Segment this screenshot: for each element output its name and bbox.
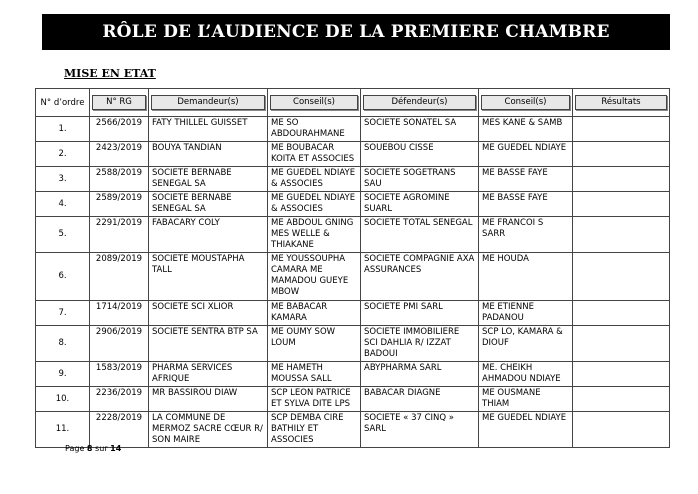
- table-row: [36, 412, 670, 448]
- cell-defendant: SOCIETE « 37 CINQ » SARL: [361, 412, 479, 448]
- table-row: [36, 253, 670, 301]
- table-row: [36, 167, 670, 192]
- cell-results: [573, 142, 670, 167]
- table-row: [36, 301, 670, 326]
- cell-rg: 2291/2019: [90, 217, 149, 253]
- cell-plaintiff: FATY THILLEL GUISSET: [149, 117, 268, 142]
- section-heading: MISE EN ETAT: [64, 67, 156, 80]
- cell-rg: 2566/2019: [90, 117, 149, 142]
- cell-counsel-plaintiff: SCP DEMBA CIRE BATHILY ET ASSOCIES: [268, 412, 361, 448]
- cell-rg: 2228/2019: [90, 412, 149, 448]
- cell-plaintiff: SOCIETE BERNABE SENEGAL SA: [149, 192, 268, 217]
- cell-defendant: SOCIETE IMMOBILIERE SCI DAHLIA R/ IZZAT BADOUI: [361, 326, 479, 362]
- cell-counsel-defendant: ME HOUDA: [479, 253, 573, 301]
- cell-counsel-defendant: MES KANE & SAMB: [479, 117, 573, 142]
- cell-counsel-plaintiff: SCP LEON PATRICE ET SYLVA DITE LPS: [268, 387, 361, 412]
- cell-defendant: BABACAR DIAGNE: [361, 387, 479, 412]
- cell-plaintiff: SOCIETE MOUSTAPHA TALL: [149, 253, 268, 301]
- cell-rg: 2423/2019: [90, 142, 149, 167]
- cell-results: [573, 301, 670, 326]
- header-counsel-defendant: Conseil(s): [479, 89, 573, 117]
- cell-plaintiff: SOCIETE SENTRA BTP SA: [149, 326, 268, 362]
- cell-order: 2.: [36, 142, 90, 167]
- cell-results: [573, 167, 670, 192]
- cell-rg: 1714/2019: [90, 301, 149, 326]
- cell-counsel-defendant: ME OUSMANE THIAM: [479, 387, 573, 412]
- cell-counsel-plaintiff: ME YOUSSOUPHA CAMARA ME MAMADOU GUEYE MBOW: [268, 253, 361, 301]
- cell-counsel-plaintiff: ME ABDOUL GNING MES WELLE & THIAKANE: [268, 217, 361, 253]
- footer-page-number: 8: [86, 444, 93, 453]
- cell-results: [573, 326, 670, 362]
- cell-counsel-defendant: ME GUEDEL NDIAYE: [479, 412, 573, 448]
- cell-counsel-defendant: ME FRANCOI S SARR: [479, 217, 573, 253]
- cell-plaintiff: SOCIETE SCI XLIOR: [149, 301, 268, 326]
- cell-counsel-plaintiff: ME GUEDEL NDIAYE & ASSOCIES: [268, 192, 361, 217]
- table-row: [36, 387, 670, 412]
- cell-defendant: SOCIETE SOGETRANS SAU: [361, 167, 479, 192]
- cell-order: 8.: [36, 326, 90, 362]
- cell-results: [573, 217, 670, 253]
- cell-plaintiff: FABACARY COLY: [149, 217, 268, 253]
- cell-rg: 2906/2019: [90, 326, 149, 362]
- cell-counsel-defendant: ME. CHEIKH AHMADOU NDIAYE: [479, 362, 573, 387]
- cell-order: 4.: [36, 192, 90, 217]
- cell-rg: 2589/2019: [90, 192, 149, 217]
- cell-counsel-defendant: ME GUEDEL NDIAYE: [479, 142, 573, 167]
- cell-results: [573, 253, 670, 301]
- header-rg: N° RG: [90, 89, 149, 117]
- page-footer: [65, 444, 121, 453]
- cell-order: 6.: [36, 253, 90, 301]
- cell-order: 7.: [36, 301, 90, 326]
- cell-defendant: SOCIETE PMI SARL: [361, 301, 479, 326]
- cell-rg: 2236/2019: [90, 387, 149, 412]
- cell-plaintiff: PHARMA SERVICES AFRIQUE: [149, 362, 268, 387]
- cell-plaintiff: MR BASSIROU DIAW: [149, 387, 268, 412]
- header-plaintiff: Demandeur(s): [149, 89, 268, 117]
- table-row: [36, 362, 670, 387]
- cell-rg: 1583/2019: [90, 362, 149, 387]
- cell-defendant: SOCIETE TOTAL SENEGAL: [361, 217, 479, 253]
- cell-counsel-defendant: ME BASSE FAYE: [479, 167, 573, 192]
- cell-counsel-defendant: SCP LO, KAMARA & DIOUF: [479, 326, 573, 362]
- cell-rg: 2588/2019: [90, 167, 149, 192]
- table-body: [36, 117, 670, 448]
- footer-separator: sur: [95, 444, 108, 453]
- header-results: Résultats: [573, 89, 670, 117]
- footer-page-total: 14: [110, 444, 122, 453]
- cell-order: 10.: [36, 387, 90, 412]
- header-counsel-plaintiff: Conseil(s): [268, 89, 361, 117]
- footer-prefix: Page: [65, 444, 85, 453]
- cell-order: 1.: [36, 117, 90, 142]
- page-title: RÔLE DE L’AUDIENCE DE LA PREMIERE CHAMBRE: [42, 14, 670, 50]
- cell-results: [573, 387, 670, 412]
- cell-plaintiff: LA COMMUNE DE MERMOZ SACRE CŒUR R/ SON MAIRE: [149, 412, 268, 448]
- cell-counsel-defendant: ME ETIENNE PADANOU: [479, 301, 573, 326]
- cell-rg: 2089/2019: [90, 253, 149, 301]
- cell-defendant: ABYPHARMA SARL: [361, 362, 479, 387]
- table-row: [36, 326, 670, 362]
- cell-counsel-plaintiff: ME OUMY SOW LOUM: [268, 326, 361, 362]
- table-row: [36, 117, 670, 142]
- cell-defendant: SOUEBOU CISSE: [361, 142, 479, 167]
- cell-plaintiff: BOUYA TANDIAN: [149, 142, 268, 167]
- cell-counsel-plaintiff: ME GUEDEL NDIAYE & ASSOCIES: [268, 167, 361, 192]
- cell-counsel-plaintiff: ME HAMETH MOUSSA SALL: [268, 362, 361, 387]
- hearing-roll-table: [35, 88, 670, 448]
- cell-counsel-plaintiff: ME SO ABDOURAHMANE: [268, 117, 361, 142]
- header-order: N° d’ordre: [36, 89, 90, 117]
- cell-results: [573, 117, 670, 142]
- cell-results: [573, 412, 670, 448]
- cell-defendant: SOCIETE COMPAGNIE AXA ASSURANCES: [361, 253, 479, 301]
- table-row: [36, 142, 670, 167]
- header-defendant: Défendeur(s): [361, 89, 479, 117]
- cell-counsel-plaintiff: ME BOUBACAR KOITA ET ASSOCIES: [268, 142, 361, 167]
- cell-plaintiff: SOCIETE BERNABE SENEGAL SA: [149, 167, 268, 192]
- cell-defendant: SOCIETE AGROMINE SUARL: [361, 192, 479, 217]
- cell-counsel-defendant: ME BASSE FAYE: [479, 192, 573, 217]
- table-header-row: [36, 89, 670, 117]
- cell-results: [573, 192, 670, 217]
- cell-counsel-plaintiff: ME BABACAR KAMARA: [268, 301, 361, 326]
- cell-order: 3.: [36, 167, 90, 192]
- cell-order: 5.: [36, 217, 90, 253]
- table-row: [36, 217, 670, 253]
- table-row: [36, 192, 670, 217]
- cell-results: [573, 362, 670, 387]
- cell-defendant: SOCIETE SONATEL SA: [361, 117, 479, 142]
- cell-order: 9.: [36, 362, 90, 387]
- cell-order: 11.: [36, 412, 90, 448]
